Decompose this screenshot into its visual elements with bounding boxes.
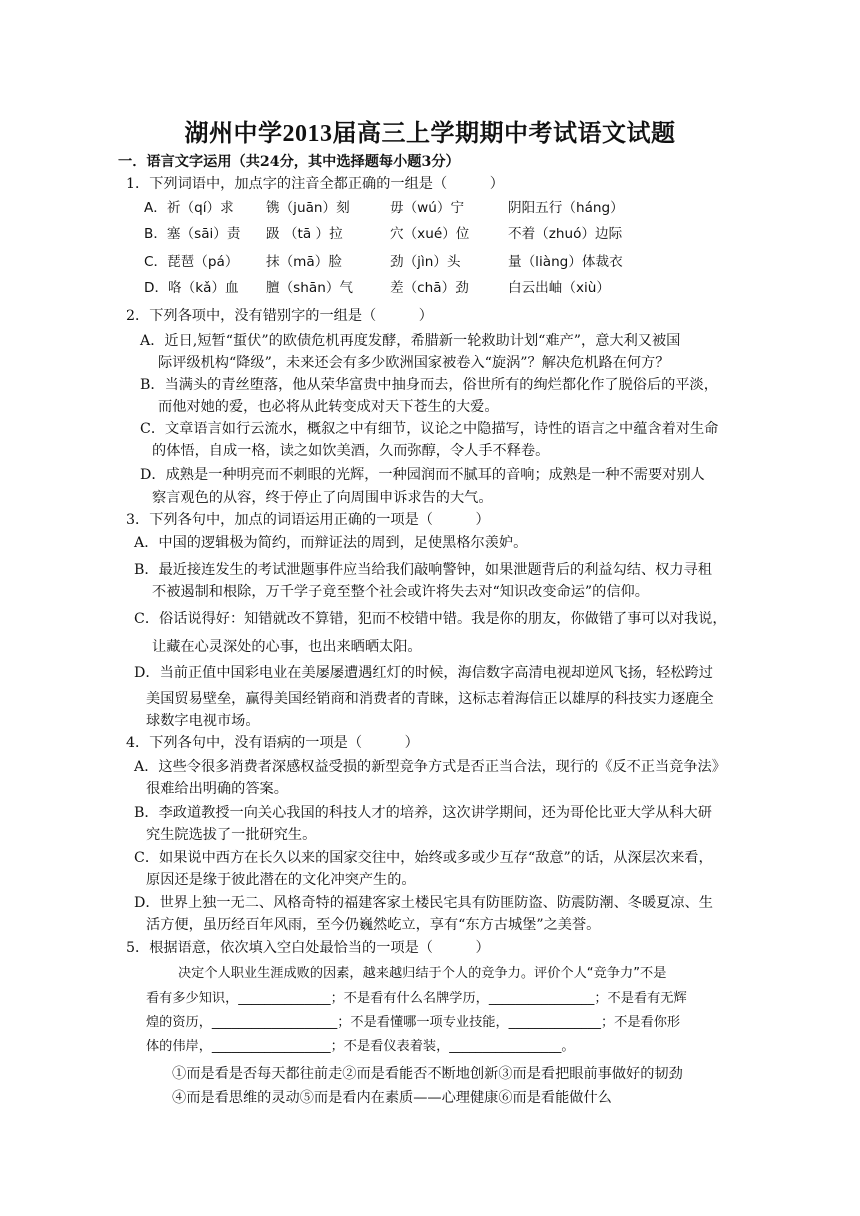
q5-passage-line: 体的伟岸，__________________；不是看仪表着装，_________________。 [146, 1039, 575, 1054]
q4-a-line: 很难给出明确的答案。 [146, 781, 288, 797]
exam-title: 湖州中学2013届高三上学期期中考试语文试题 [184, 121, 676, 147]
q1-option-c [144, 252, 623, 272]
q4-c-line: C．如果说中西方在长久以来的国家交往中，始终或多或少互存“敌意”的话，从深层次来看， [134, 850, 713, 866]
q2-b-line: B．当满头的青丝堕落，他从荣华富贵中抽身而去，俗世所有的绚烂都化作了脱俗后的平淡， [140, 377, 718, 393]
q2-d-line: 察言观色的从容，终于停止了向周围申诉求告的大气。 [152, 490, 493, 506]
section-heading: 一．语言文字运用（共24分，其中选择题每小题3分） [118, 154, 460, 170]
q1-stem: 1．下列词语中，加点字的注音全都正确的一组是（ ） [126, 176, 504, 192]
q1-a-item: 毋（wú）宁 [390, 200, 465, 216]
q3-d-line: 美国贸易壁垒，赢得美国经销商和消费者的青睐，这标志着海信正以雄厚的科技实力逐鹿全 [146, 691, 714, 707]
q1-a-item: 镌（juān）刻 [266, 200, 350, 216]
q3-b-line: B．最近接连发生的考试泄题事件应当给我们敲响警钟，如果泄题背后的利益勾结、权力寻租 [134, 562, 712, 578]
q1-option-a [144, 198, 624, 218]
q3-d-line: D．当前正值中国彩电业在美屡屡遭遇红灯的时候，海信数字高清电视却逆风飞扬，轻松跨过 [134, 665, 713, 681]
q5-passage-line: 看有多少知识，______________；不是看有什么名牌学历，________________；不是看有无辉 [146, 991, 687, 1006]
q5-options-line: ①而是看是否每天都往前走②而是看能否不断地创新③而是看把眼前事做好的韧劲 [172, 1066, 683, 1082]
q1-option-b [144, 224, 622, 244]
q3-stem: 3．下列各句中，加点的词语运用正确的一项是（ ） [126, 512, 490, 528]
q1-d-item: 白云出岫（xiù） [508, 280, 610, 296]
q4-stem: 4．下列各句中，没有语病的一项是（ ） [126, 735, 419, 751]
q1-a-item: A．祈（qí）求 [144, 200, 234, 216]
q4-a-line: A．这些令很多消费者深感权益受损的新型竞争方式是否正当合法，现行的《反不正当竞争法》 [134, 759, 726, 775]
q1-c-item: C．琵琶（pá） [144, 254, 239, 270]
q2-c-line: 的体悟，自成一格，读之如饮美酒，久而弥醇，令人手不释卷。 [152, 443, 550, 459]
q1-option-d [144, 278, 610, 298]
q4-d-line: 活方便，虽历经百年风雨，至今仍巍然屹立，享有“东方古城堡”之美誉。 [146, 917, 601, 933]
q3-c-line: 让藏在心灵深处的心事，也出来晒晒太阳。 [152, 639, 422, 655]
q5-stem: 5．根据语意，依次填入空白处最恰当的一项是（ ） [126, 940, 490, 956]
q2-a-line: 际评级机构“降级”，未来还会有多少欧洲国家被卷入“旋涡”？解决危机路在何方？ [158, 355, 670, 371]
q2-c-line: C．文章语言如行云流水，概叙之中有细节，议论之中隐描写，诗性的语言之中蕴含着对生命 [140, 421, 719, 437]
q4-b-line: B．李政道教授一向关心我国的科技人才的培养，这次讲学期间，还为哥伦比亚大学从科大研 [134, 805, 712, 821]
q1-b-item: 穴（xué）位 [390, 226, 470, 242]
q3-a-line: A．中国的逻辑极为简约，而辩证法的周到，足使黑格尔羡妒。 [134, 535, 528, 551]
q5-passage-line: 决定个人职业生涯成败的因素，越来越归结于个人的竞争力。评价个人“竞争力”不是 [178, 966, 667, 981]
q1-a-item: 阴阳五行（háng） [508, 200, 624, 216]
q5-passage-line: 煌的资历，___________________；不是看懂哪一项专业技能，______________；不是看你形 [146, 1015, 681, 1030]
q2-a-line: A．近日,短暂“蜇伏”的欧债危机再度发酵，希腊新一轮救助计划“难产”，意大利又被国 [140, 333, 681, 349]
q1-d-item: 膻（shān）气 [266, 280, 354, 296]
q1-d-item: D．咯（kǎ）血 [144, 280, 239, 296]
q1-d-item: 差（chā）劲 [390, 280, 469, 296]
q1-b-item: 趿 （tā ）拉 [266, 226, 343, 242]
q3-c-line: C．俗话说得好：知错就改不算错，犯而不校错中错。我是你的朋友，你做错了事可以对我说， [134, 611, 727, 627]
q5-options-line: ④而是看思维的灵动⑤而是看内在素质——心理健康⑥而是看能做什么 [172, 1090, 612, 1106]
q4-d-line: D．世界上独一无二、风格奇特的福建客家土楼民宅具有防匪防盗、防震防潮、冬暖夏凉、生 [134, 895, 713, 911]
q3-d-line: 球数字电视市场。 [146, 713, 260, 729]
q2-d-line: D．成熟是一种明亮而不刺眼的光辉，一种园润而不腻耳的音响；成熟是一种不需要对别人 [140, 467, 705, 483]
q1-c-item: 劲（jìn）头 [390, 254, 461, 270]
q4-c-line: 原因还是缘于彼此潜在的文化冲突产生的。 [146, 872, 416, 888]
q3-b-line: 不被遏制和根除，万千学子竟至整个社会或许将失去对“知识改变命运”的信仰。 [152, 584, 649, 600]
q2-stem: 2．下列各项中，没有错别字的一组是（ ） [126, 308, 433, 324]
q2-b-line: 而他对她的爱，也必将从此转变成对天下苍生的大爱。 [158, 399, 499, 415]
q1-b-item: B．塞（sāi）责 [144, 226, 241, 242]
q1-c-item: 量（liàng）体裁衣 [508, 254, 623, 270]
q4-b-line: 究生院选拔了一批研究生。 [146, 827, 317, 843]
q1-b-item: 不着（zhuó）边际 [508, 226, 623, 242]
q1-c-item: 抹（mā）脸 [266, 254, 342, 270]
